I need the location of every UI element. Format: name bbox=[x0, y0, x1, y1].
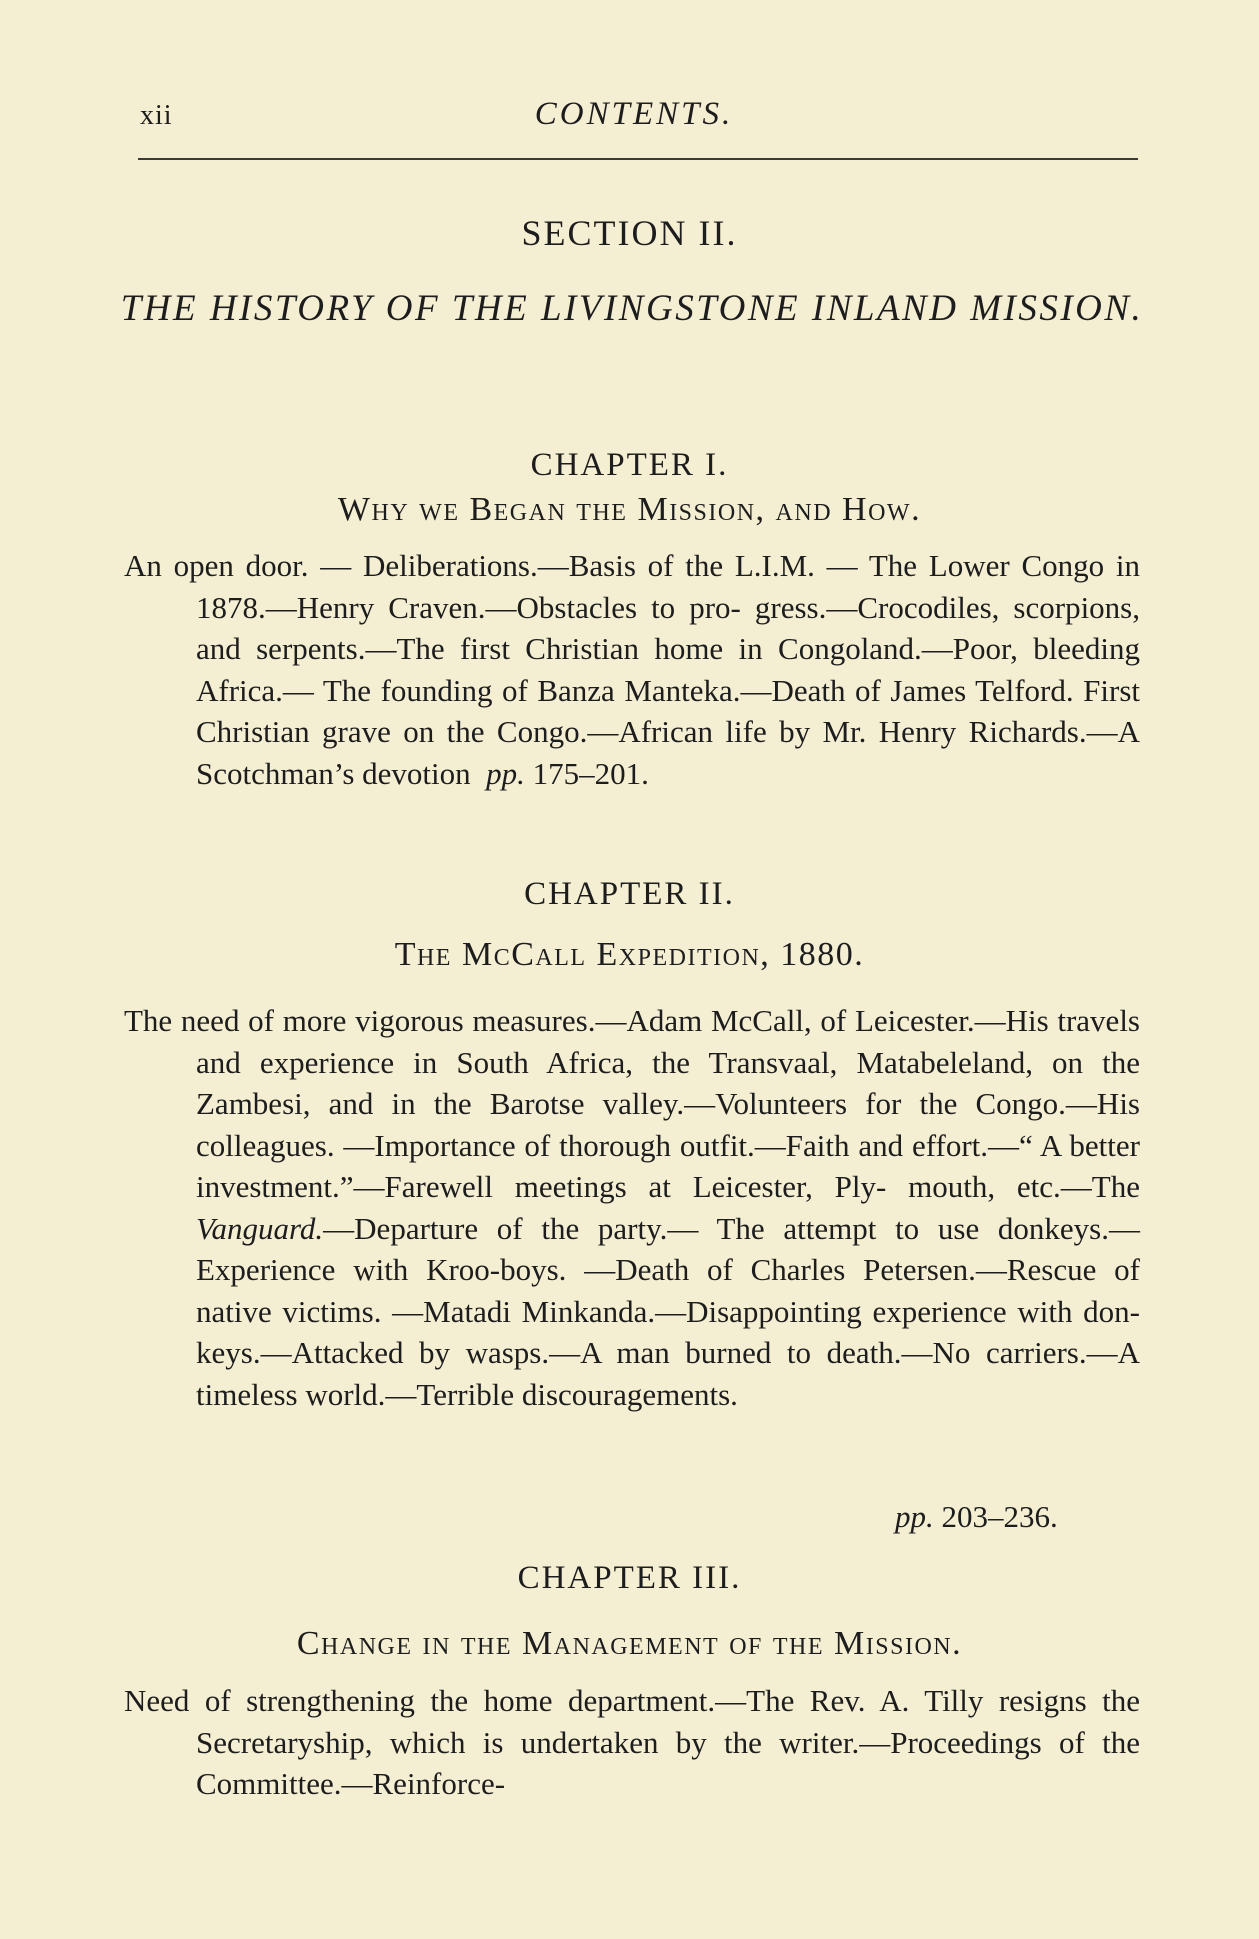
chapter-1-pages: 175–201. bbox=[532, 755, 649, 791]
chapter-3-synopsis-text: Need of strengthening the home department.—The Rev. A. Tilly resigns the Secretaryship, which is undertaken by the writer.—Proceedings of the Committee.—Reinforce- bbox=[124, 1683, 1140, 1801]
chapter-2-synopsis-text-a: The need of more vigorous measures.—Adam McCall, of Leicester.—His travels and experience in South Africa, the Transvaal, Matabeleland, on the Zambesi, and in the Barotse valley.—Volunteers for the Congo.—His colleagues. —Importance of thorough outfit.—Faith and effort.—“ A better investment.”—Farewell meetings at Leicester, Ply- mouth, etc.—The bbox=[124, 1003, 1140, 1204]
chapter-1-synopsis-text: An open door. — Deliberations.—Basis of the L.I.M. — The Lower Congo in 1878.—Henry Craven.—Obstacles to pro- gress.—Crocodiles, scorpions, and serpents.—The first Christian home in Congoland.—Poor, bleeding Africa.— The founding of Banza Manteka.—Death of James Telford. First Christian grave on the Congo.—African life by Mr. Henry Richards.—A Scotchman’s devotion bbox=[124, 548, 1140, 791]
page-number: xii bbox=[140, 100, 173, 131]
header-rule bbox=[138, 158, 1138, 160]
chapter-1-synopsis bbox=[124, 545, 1140, 794]
chapter-2-pages: 203–236. bbox=[941, 1499, 1058, 1534]
chapter-1-pages-label: pp. bbox=[486, 755, 525, 791]
running-title: CONTENTS. bbox=[534, 96, 734, 132]
chapter-2-title: The McCall Expedition, 1880. bbox=[394, 936, 865, 973]
chapter-2-synopsis bbox=[124, 1000, 1140, 1415]
chapter-3-synopsis bbox=[124, 1680, 1140, 1805]
page-header bbox=[126, 96, 1142, 146]
chapter-2-synopsis-text-b: —Departure of the party.— The attempt to use donkeys.—Experience with Kroo-boys. —Death of Charles Petersen.—Rescue of native victims. —Matadi Minkanda.—Disappointing experience with don- keys.—Attacked by wasps.—A man burned to death.—No carriers.—A timeless world.—Terrible discouragements. bbox=[196, 1210, 1140, 1412]
chapter-2-pages-label: pp. bbox=[895, 1499, 934, 1534]
section-heading: SECTION II. bbox=[521, 213, 738, 253]
chapter-2-ship-name: Vanguard. bbox=[196, 1210, 324, 1246]
chapter-1-title: Why we Began the Mission, and How. bbox=[337, 491, 922, 528]
chapter-1-number: CHAPTER I. bbox=[530, 447, 729, 483]
chapter-3-number: CHAPTER III. bbox=[517, 1560, 742, 1596]
chapter-3-title: Change in the Management of the Mission. bbox=[296, 1625, 963, 1662]
chapter-2-page-range bbox=[895, 1499, 1058, 1535]
section-title: THE HISTORY OF THE LIVINGSTONE INLAND MISSION. bbox=[120, 288, 1144, 329]
chapter-2-number: CHAPTER II. bbox=[524, 876, 735, 912]
